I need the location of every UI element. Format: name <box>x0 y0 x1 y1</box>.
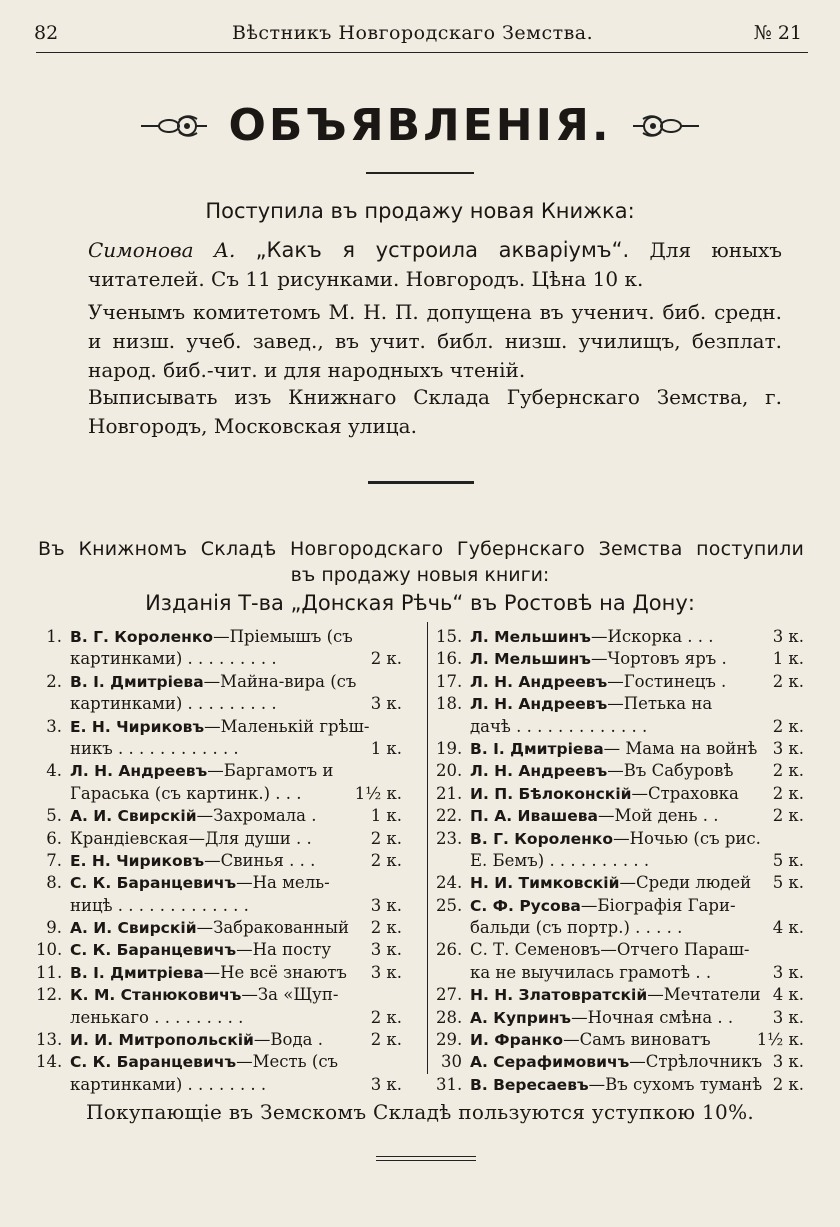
author-name: А. И. Свирскій <box>70 807 197 826</box>
list-item <box>36 962 402 984</box>
book-title-text: Крандіевская—Для души . . <box>70 828 312 848</box>
book-list-right <box>436 626 804 1096</box>
author-name: П. А. Ивашева <box>470 807 599 826</box>
list-item <box>36 648 402 670</box>
author-name: Л. Мельшинъ <box>470 650 591 669</box>
price: 2 к. <box>370 850 402 870</box>
list-item <box>436 671 804 693</box>
bottom-double-rule <box>376 1156 476 1161</box>
announce1-order: Выписывать изъ Книжнаго Склада Губернскаго Земства, г. Новгородъ, Московская улица. <box>88 385 782 438</box>
book-title-text: —Стрѣлочникъ <box>629 1052 763 1072</box>
page-title: ОБЪЯВЛЕНІЯ. <box>228 100 612 151</box>
book-title-text: ленькаго . . . . . . . . . <box>70 1007 244 1027</box>
item-number: 6. <box>46 828 62 848</box>
price: 5 к. <box>772 873 804 893</box>
item-number: 22. <box>436 806 463 826</box>
author-name: Е. Н. Чириковъ <box>70 717 205 736</box>
item-number: 29. <box>436 1030 463 1050</box>
item-number: 20. <box>436 761 463 781</box>
book-title-text: —Месть (съ <box>236 1052 339 1072</box>
item-number: 21. <box>436 783 463 803</box>
list-item <box>36 783 402 805</box>
list-item <box>36 760 402 782</box>
price: 1½ к. <box>354 783 402 803</box>
author-name: В. І. Дмитріева <box>470 739 604 758</box>
list-item <box>436 828 804 850</box>
book-title-text: —Ночная смѣна . . <box>571 1007 734 1027</box>
item-number: 24. <box>436 873 463 893</box>
author-name: И. И. Митропольскій <box>70 1031 254 1050</box>
item-number: 15. <box>436 627 463 646</box>
list-item <box>436 626 804 648</box>
list-item <box>36 828 402 850</box>
list-item <box>36 850 402 872</box>
book-title-text: —На мель- <box>236 873 330 893</box>
item-number: 8. <box>46 873 62 893</box>
book-title-text: бальди (съ портр.) . . . . . <box>470 918 683 938</box>
column-divider <box>427 622 428 1074</box>
price: 2 к. <box>370 918 402 938</box>
author-name: А. Серафимовичъ <box>470 1053 630 1072</box>
book-title-text: —Захромала . <box>196 806 317 826</box>
author-name: С. К. Баранцевичъ <box>70 874 237 893</box>
item-number: 1. <box>46 627 62 646</box>
book-title-text: —Петька на <box>607 694 713 714</box>
title-rule <box>366 172 474 174</box>
item-number: 9. <box>46 918 62 938</box>
author-name: А. И. Свирскій <box>70 919 197 938</box>
book-title-text: никъ . . . . . . . . . . . . <box>70 738 239 758</box>
list-item <box>436 738 804 760</box>
book-description: Для юныхъ читателей. Съ 11 рисунками. Новгородъ. Цѣна 10 к. <box>88 238 783 291</box>
list-item <box>36 1074 402 1096</box>
price: 3 к. <box>370 895 402 915</box>
item-number: 27. <box>436 985 463 1005</box>
book-title-text: —Біографія Гари- <box>580 895 736 915</box>
list-item <box>36 738 402 760</box>
price: 2 к. <box>370 828 402 848</box>
author-name: С. Ф. Русова <box>470 896 581 915</box>
item-number: 3. <box>46 716 62 736</box>
price: 2 к. <box>772 1074 804 1094</box>
price: 3 к. <box>772 1007 804 1027</box>
item-number: 16. <box>436 649 463 669</box>
author-name: Л. Н. Андреевъ <box>70 762 208 781</box>
item-number: 13. <box>36 1030 63 1050</box>
book-title-text: ницѣ . . . . . . . . . . . . . <box>70 895 249 915</box>
book-title-text: —Страховка <box>631 783 739 803</box>
announce1-book <box>88 236 782 294</box>
list-item <box>436 783 804 805</box>
book-author: Симонова А. <box>88 238 236 262</box>
title-block <box>0 100 840 151</box>
price: 3 к. <box>772 1052 804 1072</box>
list-item <box>36 984 402 1006</box>
book-title-text: ка не выучилась грамотѣ . . <box>470 962 712 982</box>
book-title-text: —Пріемышъ (съ <box>213 627 353 646</box>
list-item <box>436 939 804 961</box>
list-item <box>436 872 804 894</box>
book-title: „Какъ я устроила акваріумъ“. <box>255 238 630 262</box>
item-number: 10. <box>36 940 63 960</box>
list-item <box>436 895 804 917</box>
price: 2 к. <box>772 761 804 781</box>
author-name: Л. Н. Андреевъ <box>470 672 608 691</box>
list-item <box>36 626 402 648</box>
book-title-text: Гараська (съ картинк.) . . . <box>70 783 302 803</box>
price: 2 к. <box>370 1030 402 1050</box>
price: 2 к. <box>370 1007 402 1027</box>
list-item <box>36 693 402 715</box>
price: 1 к. <box>772 649 804 669</box>
price: 3 к. <box>370 694 402 714</box>
list-item <box>36 671 402 693</box>
item-number: 7. <box>46 850 62 870</box>
author-name: Н. И. Тимковскій <box>470 874 620 893</box>
journal-title: Вѣстникъ Новгородскаго Земства. <box>232 22 594 44</box>
announce2-line1: Въ Книжномъ Складѣ Новгородскаго Губернскаго Земства поступили <box>38 538 804 560</box>
book-title-text: —Мечтатели <box>647 985 761 1005</box>
book-title-text: —Баргамотъ и <box>207 761 334 781</box>
book-title-text: картинками) . . . . . . . . . <box>70 649 277 669</box>
price: 3 к. <box>772 962 804 982</box>
price: 2 к. <box>772 806 804 826</box>
book-title-text: —Въ сухомъ туманѣ <box>588 1074 763 1094</box>
left-ornament-icon <box>139 111 209 141</box>
list-item <box>36 917 402 939</box>
announce2-line2: въ продажу новыя книги: <box>290 564 550 586</box>
book-title-text: —Среди людей <box>619 873 752 893</box>
author-name: С. К. Баранцевичъ <box>70 1053 237 1072</box>
price: 2 к. <box>370 649 402 669</box>
item-number: 2. <box>46 671 62 691</box>
book-title-text: —Забракованный <box>196 918 350 938</box>
price: 2 к. <box>772 671 804 691</box>
author-name: С. К. Баранцевичъ <box>70 941 237 960</box>
author-name: В. Вересаевъ <box>470 1075 589 1094</box>
author-name: И. Франко <box>470 1031 564 1050</box>
item-number: 19. <box>436 738 463 758</box>
item-number: 18. <box>436 694 463 714</box>
list-item <box>436 716 804 738</box>
book-title-text: картинками) . . . . . . . . <box>70 1074 267 1094</box>
author-name: К. М. Станюковичъ <box>70 986 242 1005</box>
item-number: 5. <box>46 806 62 826</box>
price: 3 к. <box>772 738 804 758</box>
list-item <box>436 648 804 670</box>
book-title-text: —Искорка . . . <box>590 627 714 646</box>
book-title-text: —Вода . <box>253 1030 323 1050</box>
book-title-text: —За «Щуп- <box>241 985 339 1005</box>
item-number: 4. <box>46 761 62 781</box>
list-item <box>36 805 402 827</box>
right-ornament-icon <box>631 111 701 141</box>
price: 2 к. <box>772 783 804 803</box>
author-name: Н. Н. Златовратскій <box>470 986 648 1005</box>
author-name: Л. Н. Андреевъ <box>470 695 608 714</box>
list-item <box>436 805 804 827</box>
author-name: В. Г. Короленко <box>70 628 214 646</box>
book-title-text: С. Т. Семеновъ—Отчего Параш- <box>470 940 750 960</box>
announce1-heading: Поступила въ продажу новая Книжка: <box>205 199 635 223</box>
list-item <box>436 1007 804 1029</box>
price: 3 к. <box>772 627 804 646</box>
list-item <box>436 984 804 1006</box>
price: 3 к. <box>370 1074 402 1094</box>
book-title-text: —Майна-вира (съ <box>203 671 357 691</box>
discount-note: Покупающіе въ Земскомъ Складѣ пользуются уступкою 10%. <box>85 1100 755 1124</box>
item-number: 31. <box>436 1074 463 1094</box>
item-number: 30 <box>441 1052 462 1072</box>
item-number: 11. <box>36 962 63 982</box>
book-title-text: —Маленькій грѣш- <box>204 716 370 736</box>
book-title-text: —Свинья . . . <box>204 850 316 870</box>
list-item <box>36 716 402 738</box>
author-name: В. І. Дмитріева <box>70 963 204 982</box>
book-list-left <box>36 626 402 1096</box>
book-title-text: —На посту <box>236 940 332 960</box>
announce2-subheading: Изданія Т-ва „Донская Рѣчь“ въ Ростовѣ на Дону: <box>145 591 695 615</box>
page-number: 82 <box>34 22 59 44</box>
item-number: 23. <box>436 828 463 848</box>
list-item <box>36 1029 402 1051</box>
price: 4 к. <box>772 918 804 938</box>
list-item <box>36 1007 402 1029</box>
author-name: В. Г. Короленко <box>470 829 614 848</box>
list-item <box>436 917 804 939</box>
author-name: И. П. Бѣлоконскій <box>470 784 632 803</box>
price: 1½ к. <box>756 1030 804 1050</box>
list-item <box>436 962 804 984</box>
item-number: 12. <box>36 985 63 1005</box>
list-item <box>436 850 804 872</box>
author-name: А. Купринъ <box>470 1008 572 1027</box>
book-title-text: —Ночью (съ рис. <box>613 828 761 848</box>
price: 2 к. <box>772 716 804 736</box>
book-title-text: —Самъ виноватъ <box>563 1030 711 1050</box>
book-title-text: дачѣ . . . . . . . . . . . . . <box>470 716 648 736</box>
list-item <box>436 693 804 715</box>
item-number: 14. <box>36 1052 63 1072</box>
book-title-text: —Въ Сабуровѣ <box>607 761 734 781</box>
section-rule <box>368 481 474 484</box>
book-title-text: картинками) . . . . . . . . . <box>70 694 277 714</box>
item-number: 28. <box>436 1007 463 1027</box>
author-name: В. І. Дмитріева <box>70 672 204 691</box>
book-title-text: — Мама на войнѣ <box>603 738 758 758</box>
list-item <box>436 1074 804 1096</box>
list-item <box>36 895 402 917</box>
price: 1 к. <box>370 806 402 826</box>
book-title-text: —Чортовъ яръ . <box>590 649 727 669</box>
book-title-text: —Гостинецъ . <box>607 671 727 691</box>
book-title-text: Е. Бемъ) . . . . . . . . . . <box>470 850 650 870</box>
issue-number: № 21 <box>753 22 802 44</box>
list-item <box>36 1051 402 1073</box>
author-name: Л. Н. Андреевъ <box>470 762 608 781</box>
list-item <box>436 1051 804 1073</box>
author-name: Л. Мельшинъ <box>470 628 591 646</box>
book-title-text: —Не всё знаютъ <box>203 962 347 982</box>
header-rule <box>36 52 808 53</box>
book-title-text: —Мой день . . <box>598 806 719 826</box>
item-number: 17. <box>436 671 463 691</box>
list-item <box>36 872 402 894</box>
list-item <box>36 939 402 961</box>
price: 1 к. <box>370 738 402 758</box>
list-item <box>436 1029 804 1051</box>
price: 3 к. <box>370 962 402 982</box>
price: 3 к. <box>370 940 402 960</box>
price: 5 к. <box>772 850 804 870</box>
item-number: 25. <box>436 895 463 915</box>
list-item <box>436 760 804 782</box>
announce1-approval: Ученымъ комитетомъ М. Н. П. допущена въ ученич. биб. средн. и низш. учеб. завед., въ учит. библ. низш. училищъ, безплат. народ. биб.-чит. и для народныхъ чтеній. <box>88 300 782 382</box>
price: 4 к. <box>772 985 804 1005</box>
author-name: Е. Н. Чириковъ <box>70 851 205 870</box>
item-number: 26. <box>436 940 463 960</box>
